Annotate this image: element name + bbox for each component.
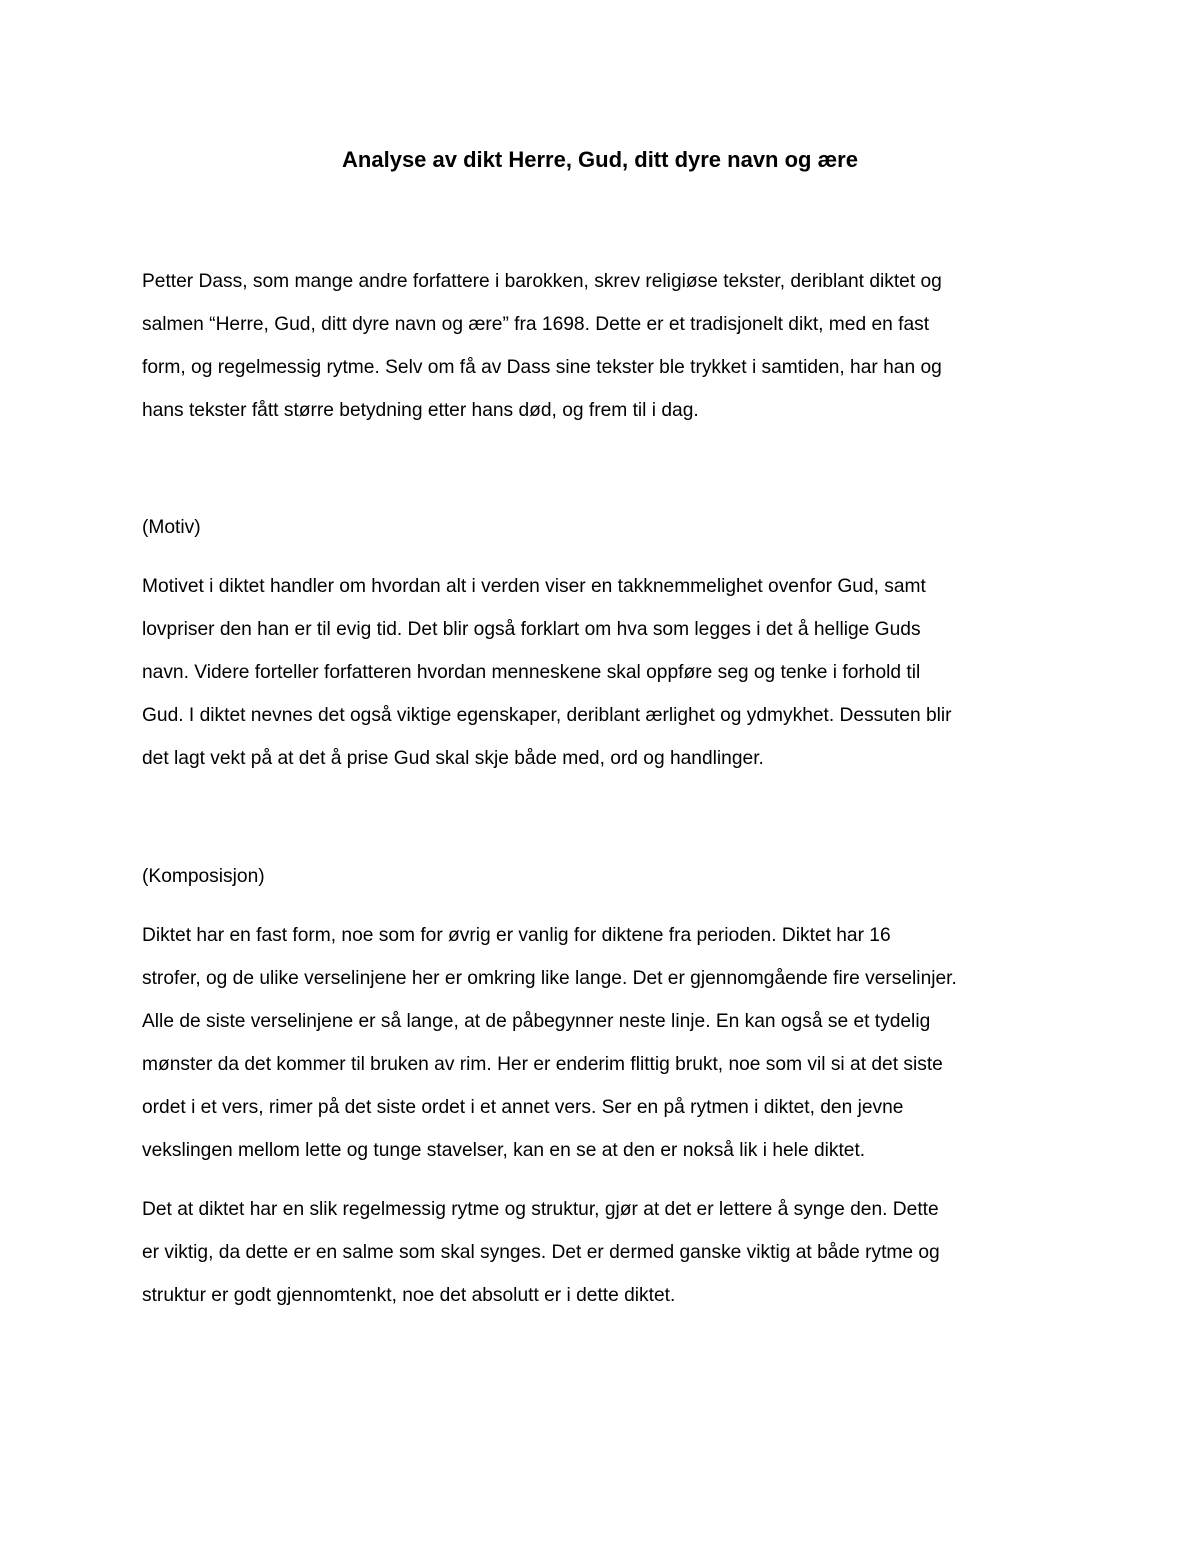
- komposisjon-line: Diktet har en fast form, noe som for øvrig er vanlig for diktene fra perioden. Diktet har 16: [142, 925, 891, 946]
- motiv-line: det lagt vekt på at det å prise Gud skal skje både med, ord og handlinger.: [142, 748, 764, 769]
- motiv-paragraph: [142, 565, 1062, 780]
- komposisjon-line: er viktig, da dette er en salme som skal synges. Det er dermed ganske viktig at både rytme og: [142, 1242, 940, 1263]
- komposisjon-line: vekslingen mellom lette og tunge stavelser, kan en se at den er nokså lik i hele diktet.: [142, 1140, 866, 1161]
- motiv-line: Gud. I diktet nevnes det også viktige egenskaper, deriblant ærlighet og ydmykhet. Dessuten blir: [142, 705, 952, 726]
- intro-line: salmen “Herre, Gud, ditt dyre navn og ære” fra 1698. Dette er et tradisjonelt dikt, med en fast: [142, 314, 930, 335]
- intro-line: form, og regelmessig rytme. Selv om få av Dass sine tekster ble trykket i samtiden, har han og: [142, 357, 942, 378]
- komposisjon-line: Det at diktet har en slik regelmessig rytme og struktur, gjør at det er lettere å synge den. Dette: [142, 1199, 939, 1220]
- motiv-heading: (Motiv): [142, 517, 201, 538]
- document-title: Analyse av dikt Herre, Gud, ditt dyre navn og ære: [342, 147, 858, 172]
- komposisjon-paragraph-2: [142, 1188, 1062, 1317]
- komposisjon-line: strofer, og de ulike verselinjene her er omkring like lange. Det er gjennomgående fire verselinjer.: [142, 968, 957, 989]
- motiv-line: navn. Videre forteller forfatteren hvordan menneskene skal oppføre seg og tenke i forhold til: [142, 662, 921, 683]
- komposisjon-paragraph-1: [142, 914, 1062, 1172]
- komposisjon-heading: (Komposisjon): [142, 866, 265, 887]
- komposisjon-line: struktur er godt gjennomtenkt, noe det absolutt er i dette diktet.: [142, 1285, 676, 1306]
- intro-line: Petter Dass, som mange andre forfattere i barokken, skrev religiøse tekster, deriblant diktet og: [142, 271, 942, 292]
- komposisjon-line: ordet i et vers, rimer på det siste ordet i et annet vers. Ser en på rytmen i diktet, den jevne: [142, 1097, 904, 1118]
- intro-paragraph: [142, 260, 1062, 432]
- motiv-line: lovpriser den han er til evig tid. Det blir også forklart om hva som legges i det å hellige Guds: [142, 619, 921, 640]
- intro-line: hans tekster fått større betydning etter hans død, og frem til i dag.: [142, 400, 699, 421]
- motiv-line: Motivet i diktet handler om hvordan alt i verden viser en takknemmelighet ovenfor Gud, samt: [142, 576, 926, 597]
- komposisjon-line: Alle de siste verselinjene er så lange, at de påbegynner neste linje. En kan også se et tydelig: [142, 1011, 931, 1032]
- komposisjon-line: mønster da det kommer til bruken av rim. Her er enderim flittig brukt, noe som vil si at det siste: [142, 1054, 943, 1075]
